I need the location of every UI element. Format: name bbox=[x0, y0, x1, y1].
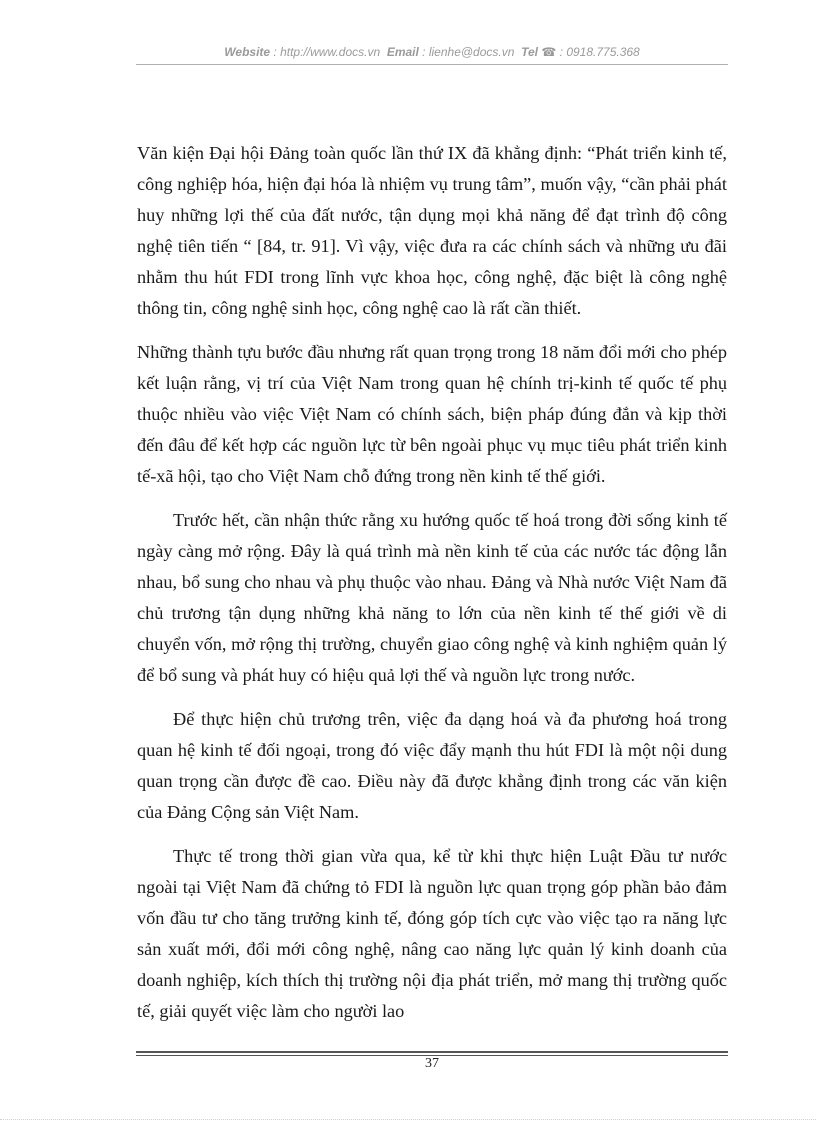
footer-divider-thick bbox=[136, 1051, 728, 1053]
email-separator: : bbox=[418, 45, 429, 59]
paragraph-5: Thực tế trong thời gian vừa qua, kể từ khi thực hiện Luật Đầu tư nước ngoài tại Việt Nam đã chứng tỏ FDI là nguồn lực quan trọng góp phần bảo đảm vốn đầu tư cho tăng trưởng kinh tế, đóng góp tích cực vào việc tạo ra năng lực sản xuất mới, đổi mới công nghệ, nâng cao năng lực quản lý kinh doanh của doanh nghiệp, kích thích thị trường nội địa phát triển, mở mang thị trường quốc tế, giải quyết việc làm cho người lao bbox=[137, 846, 727, 1021]
paragraph-2: Những thành tựu bước đầu nhưng rất quan trọng trong 18 năm đổi mới cho phép kết luận rằng, vị trí của Việt Nam trong quan hệ chính trị-kinh tế quốc tế phụ thuộc nhiều vào việc Việt Nam có chính sách, biện pháp đúng đắn và kịp thời đến đâu để kết hợp các nguồn lực từ bên ngoài phục vụ mục tiêu phát triển kinh tế-xã hội, tạo cho Việt Nam chỗ đứng trong nền kinh tế thế giới. bbox=[137, 342, 727, 486]
paragraph-4: Để thực hiện chủ trương trên, việc đa dạng hoá và đa phương hoá trong quan hệ kinh tế đối ngoại, trong đó việc đẩy mạnh thu hút FDI là một nội dung quan trọng cần được đề cao. Điều này đã được khẳng định trong các văn kiện của Đảng Cộng sản Việt Nam. bbox=[137, 709, 727, 822]
website-url: http://www.docs.vn bbox=[280, 45, 381, 59]
paragraph-1: Văn kiện Đại hội Đảng toàn quốc lần thứ IX đã khẳng định: “Phát triển kinh tế, công nghiệp hóa, hiện đại hóa là nhiệm vụ trung tâm”, muốn vậy, “cần phải phát huy những lợi thế của đất nước, tận dụng mọi khả năng để đạt trình độ công nghệ tiên tiến “ [84, tr. 91]. Vì vậy, việc đưa ra các chính sách và những ưu đãi nhằm thu hút FDI trong lĩnh vực khoa học, công nghệ, đặc biệt là công nghệ thông tin, công nghệ sinh học, công nghệ cao là rất cần thiết. bbox=[137, 143, 727, 318]
page-header bbox=[136, 44, 728, 60]
body-text bbox=[137, 138, 727, 1040]
website-label: Website bbox=[224, 45, 271, 59]
phone-icon: ☎ bbox=[541, 45, 557, 59]
paragraph-3: Trước hết, cần nhận thức rằng xu hướng quốc tế hoá trong đời sống kinh tế ngày càng mở rộng. Đây là quá trình mà nền kinh tế của các nước tác động lẫn nhau, bổ sung cho nhau và phụ thuộc vào nhau. Đảng và Nhà nước Việt Nam đã chủ trương tận dụng những khả năng to lớn của nền kinh tế thế giới về di chuyển vốn, mở rộng thị trường, chuyển giao công nghệ và kinh nghiệm quản lý để bổ sung và phát huy có hiệu quả lợi thế và nguồn lực trong nước. bbox=[137, 510, 727, 685]
tel-separator: : bbox=[556, 45, 567, 59]
tel-label: Tel bbox=[521, 45, 538, 59]
page-edge bbox=[0, 1119, 816, 1120]
email-value: lienhe@docs.vn bbox=[428, 45, 515, 59]
email-label: Email bbox=[386, 45, 419, 59]
website-separator: : bbox=[270, 45, 281, 59]
page-number: 37 bbox=[425, 1056, 439, 1071]
header-divider bbox=[136, 64, 728, 65]
tel-value: 0918.775.368 bbox=[566, 45, 640, 59]
